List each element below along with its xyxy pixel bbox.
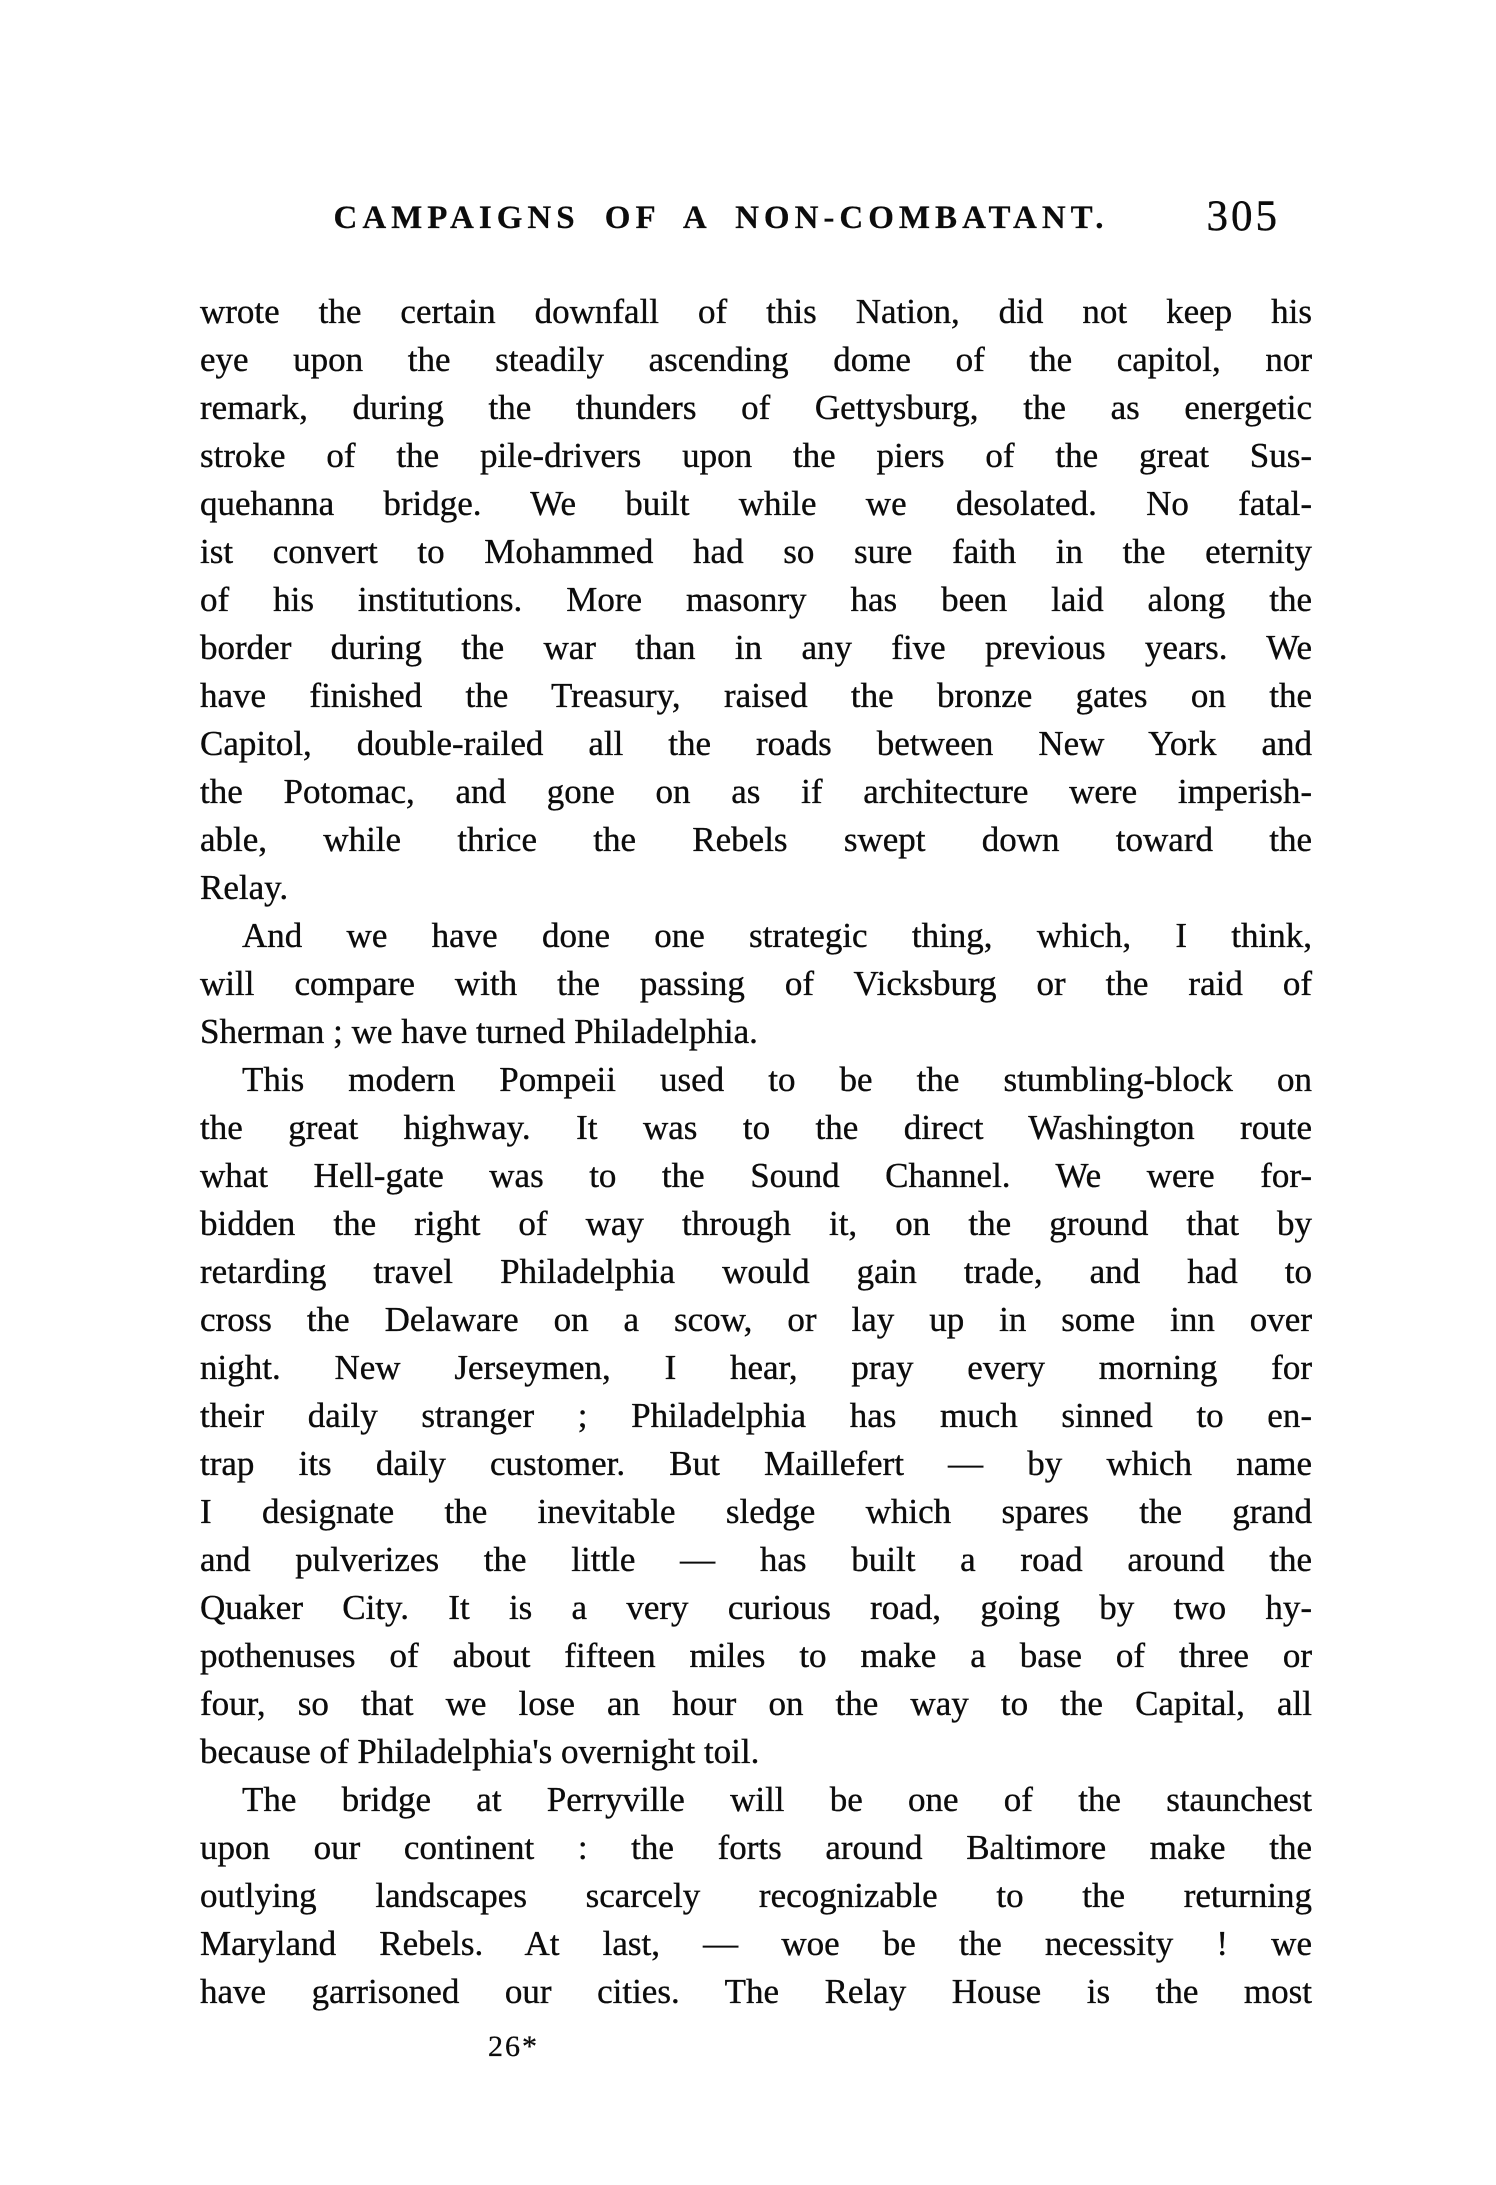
text-line: retarding travel Philadelphia would gain trade, and had to [200, 1252, 1312, 1291]
text-line: stroke of the pile-drivers upon the piers of the great Sus- [200, 436, 1312, 475]
text-line: because of Philadelphia's overnight toil. [200, 1732, 760, 1771]
signature-mark: 26* [488, 2030, 539, 2063]
page-number: 305 [1206, 193, 1280, 240]
paragraph [200, 288, 1312, 912]
text-line: the great highway. It was to the direct Washington route [200, 1108, 1312, 1147]
running-header [200, 192, 1312, 244]
text-line: have finished the Treasury, raised the bronze gates on the [200, 676, 1312, 715]
text-line: quehanna bridge. We built while we desolated. No fatal- [200, 484, 1312, 523]
paragraph [200, 912, 1312, 1056]
text-line: night. New Jerseymen, I hear, pray every morning for [200, 1348, 1312, 1387]
text-line: and pulverizes the little — has built a road around the [200, 1540, 1312, 1579]
text-line: four, so that we lose an hour on the way to the Capital, all [200, 1684, 1312, 1723]
text-line: wrote the certain downfall of this Nation, did not keep his [200, 292, 1312, 331]
text-line: border during the war than in any five previous years. We [200, 628, 1312, 667]
text-line: able, while thrice the Rebels swept down toward the [200, 820, 1312, 859]
text-line: what Hell-gate was to the Sound Channel. We were for- [200, 1156, 1312, 1195]
text-line: trap its daily customer. But Maillefert — by which name [200, 1444, 1312, 1483]
text-line: eye upon the steadily ascending dome of the capitol, nor [200, 340, 1312, 379]
text-line: Relay. [200, 868, 289, 907]
text-line: bidden the right of way through it, on the ground that by [200, 1204, 1312, 1243]
text-line: I designate the inevitable sledge which spares the grand [200, 1492, 1312, 1531]
paragraph [200, 1776, 1312, 2016]
text-line: remark, during the thunders of Gettysburg, the as energetic [200, 388, 1312, 427]
text-line: upon our continent : the forts around Baltimore make the [200, 1828, 1312, 1867]
text-line: This modern Pompeii used to be the stumbling-block on [242, 1060, 1312, 1099]
paragraph [200, 1056, 1312, 1776]
text-line: The bridge at Perryville will be one of the staunchest [242, 1780, 1312, 1819]
body-text [200, 288, 1312, 2016]
text-line: Maryland Rebels. At last, — woe be the necessity ! we [200, 1924, 1312, 1963]
text-line: pothenuses of about fifteen miles to make a base of three or [200, 1636, 1312, 1675]
text-line: Sherman ; we have turned Philadelphia. [200, 1012, 758, 1051]
text-line: And we have done one strategic thing, which, I think, [242, 916, 1312, 955]
text-line: of his institutions. More masonry has been laid along the [200, 580, 1312, 619]
text-line: Quaker City. It is a very curious road, going by two hy- [200, 1588, 1312, 1627]
text-line: their daily stranger ; Philadelphia has much sinned to en- [200, 1396, 1312, 1435]
text-line: outlying landscapes scarcely recognizable to the returning [200, 1876, 1312, 1915]
text-line: cross the Delaware on a scow, or lay up in some inn over [200, 1300, 1312, 1339]
text-line: the Potomac, and gone on as if architecture were imperish- [200, 772, 1312, 811]
text-line: ist convert to Mohammed had so sure faith in the eternity [200, 532, 1312, 571]
text-line: will compare with the passing of Vicksburg or the raid of [200, 964, 1312, 1003]
running-header-title: CAMPAIGNS OF A NON-COMBATANT. [333, 200, 1109, 236]
text-line: have garrisoned our cities. The Relay House is the most [200, 1972, 1312, 2011]
text-line: Capitol, double-railed all the roads between New York and [200, 724, 1312, 763]
